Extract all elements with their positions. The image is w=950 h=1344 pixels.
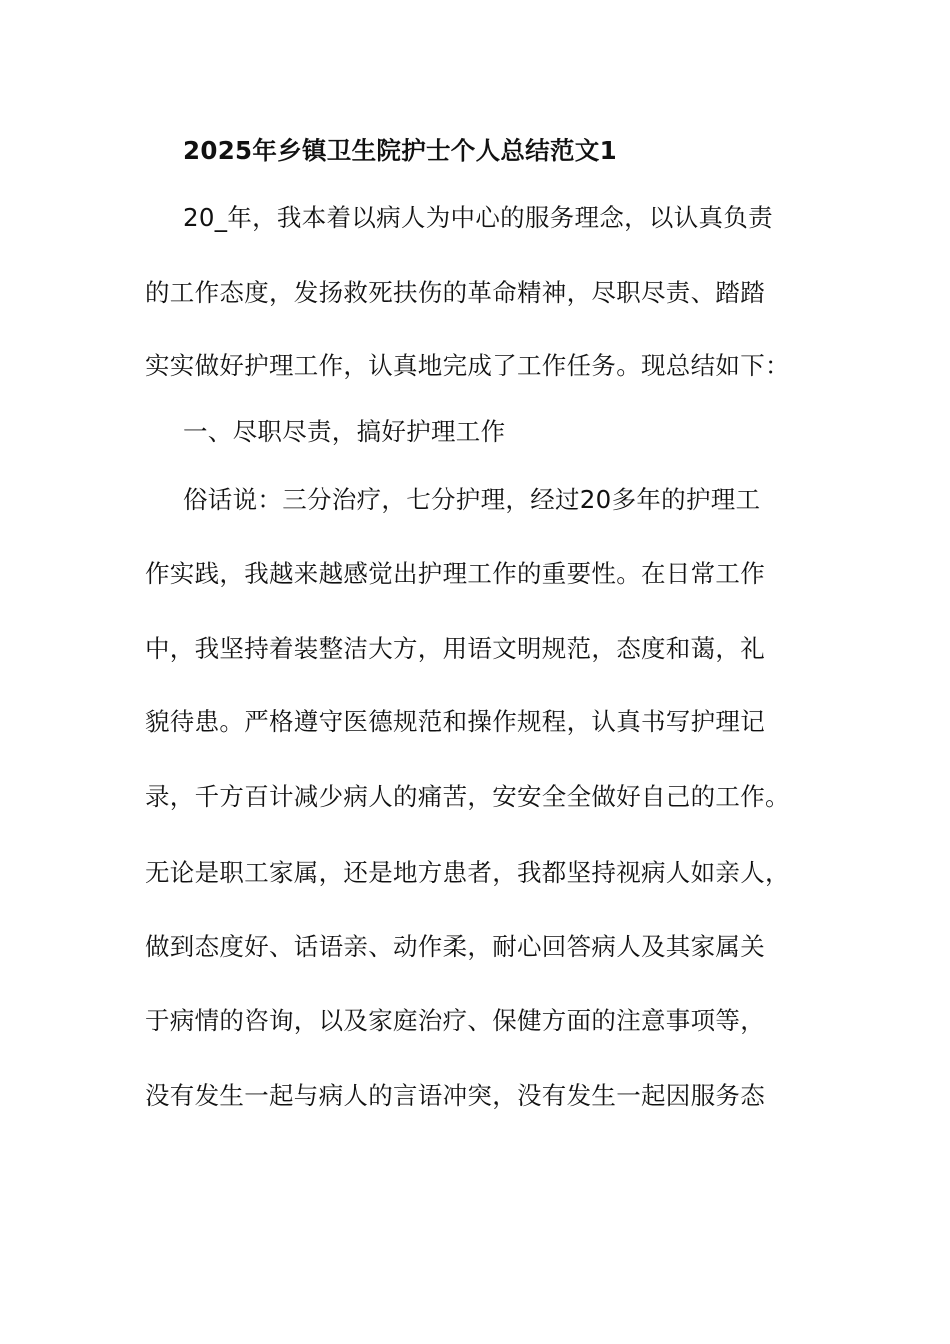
paragraph-line: 于病情的咨询，以及家庭治疗、保健方面的注意事项等， (145, 1006, 765, 1035)
document-title: 2025年乡镇卫生院护士个人总结范文1 (183, 136, 617, 165)
paragraph-line: 俗话说：三分治疗，七分护理，经过20多年的护理工 (183, 485, 761, 514)
section-heading: 一、尽职尽责，搞好护理工作 (183, 417, 506, 446)
paragraph-line: 实实做好护理工作，认真地完成了工作任务。现总结如下： (145, 351, 790, 380)
paragraph-line: 录，千方百计减少病人的痛苦，安安全全做好自己的工作。 (145, 782, 790, 811)
paragraph-line: 20_年，我本着以病人为中心的服务理念，以认真负责 (183, 203, 773, 232)
paragraph-line: 中，我坚持着装整洁大方，用语文明规范，态度和蔼，礼 (145, 634, 765, 663)
paragraph-line: 的工作态度，发扬救死扶伤的革命精神，尽职尽责、踏踏 (145, 278, 765, 307)
paragraph-line: 做到态度好、话语亲、动作柔，耐心回答病人及其家属关 (145, 932, 765, 961)
paragraph-line: 没有发生一起与病人的言语冲突，没有发生一起因服务态 (145, 1081, 765, 1110)
paragraph-line: 作实践，我越来越感觉出护理工作的重要性。在日常工作 (145, 559, 765, 588)
paragraph-line: 貌待患。严格遵守医德规范和操作规程，认真书写护理记 (145, 707, 765, 736)
paragraph-line: 无论是职工家属，还是地方患者，我都坚持视病人如亲人， (145, 858, 790, 887)
